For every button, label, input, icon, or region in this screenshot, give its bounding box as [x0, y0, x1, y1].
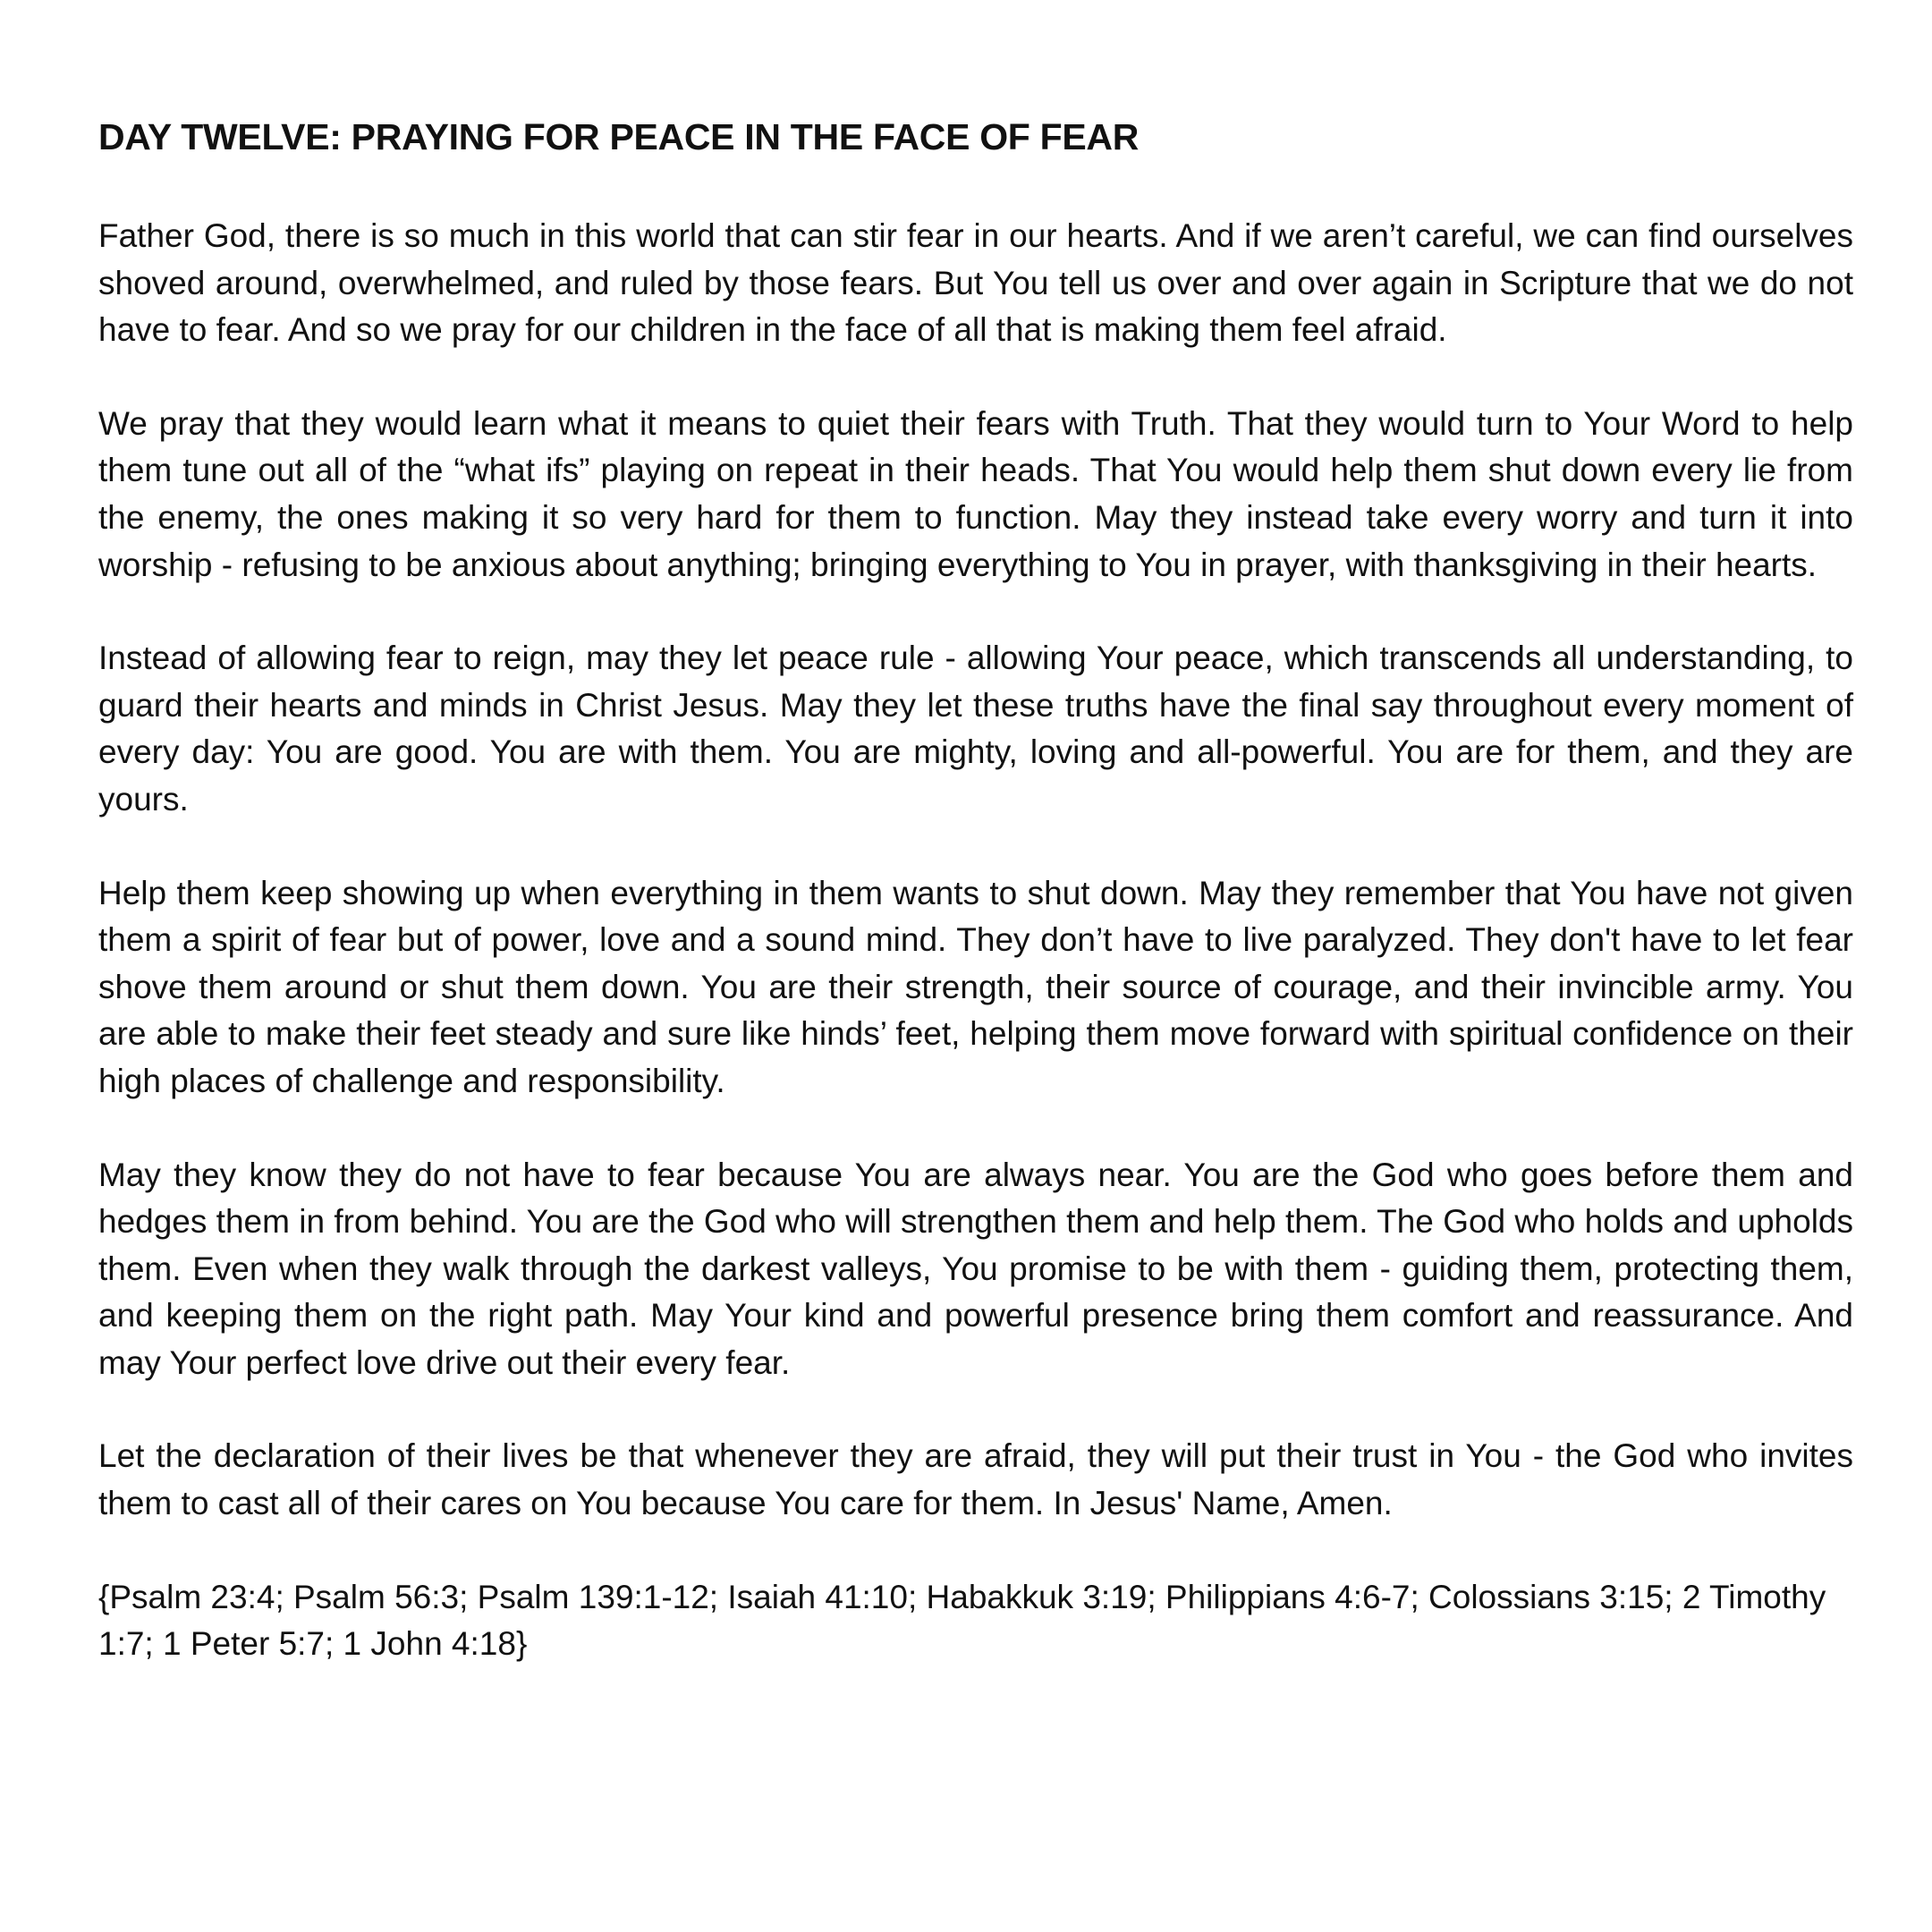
document-page	[98, 114, 1853, 1668]
paragraph-4: Help them keep showing up when everything in them wants to shut down. May they remember that You have not given them a spirit of fear but of power, love and a sound mind. They don’t have to live paralyzed. They don't have to let fear shove them around or shut them down. You are their strength, their source of courage, and their invincible army. You are able to make their feet steady and sure like hinds’ feet, helping them move forward with spiritual confidence on their high places of challenge and responsibility.	[98, 874, 1853, 1099]
page-title: DAY TWELVE: PRAYING FOR PEACE IN THE FACE OF FEAR	[98, 116, 1140, 157]
paragraph-5: May they know they do not have to fear because You are always near. You are the God who goes before them and hedges them in from behind. You are the God who will strengthen them and help them. The God who holds and upholds them. Even when they walk through the darkest valleys, You promise to be with them - guiding them, protecting them, and keeping them on the right path. May Your kind and powerful presence bring them comfort and reassurance. And may Your perfect love drive out their every fear.	[98, 1156, 1853, 1381]
paragraph-1: Father God, there is so much in this world that can stir fear in our hearts. And if we aren’t careful, we can find ourselves shoved around, overwhelmed, and ruled by those fears. But You tell us over and over again in Scripture that we do not have to fear. And so we pray for our children in the face of all that is making them feel afraid.	[98, 217, 1853, 349]
paragraph-3: Instead of allowing fear to reign, may they let peace rule - allowing Your peace, which transcends all understanding, to guard their hearts and minds in Christ Jesus. May they let these truths have the final say throughout every moment of every day: You are good. You are with them. You are mighty, loving and all-powerful. You are for them, and they are yours.	[98, 640, 1853, 818]
paragraph-2: We pray that they would learn what it means to quiet their fears with Truth. That they would turn to Your Word to help them tune out all of the “what ifs” playing on repeat in their heads. That You would help them shut down every lie from the enemy, the ones making it so very hard for them to function. May they instead take every worry and turn it into worship - refusing to be anxious about anything; bringing everything to You in prayer, with thanksgiving in their hearts.	[98, 404, 1853, 583]
scripture-references: {Psalm 23:4; Psalm 56:3; Psalm 139:1-12; Isaiah 41:10; Habakkuk 3:19; Philippians 4:6-7; Colossians 3:15; 2 Timothy 1:7; 1 Peter 5:7; 1 John 4:18}	[98, 1578, 1826, 1663]
paragraph-6: Let the declaration of their lives be that whenever they are afraid, they will put their trust in You - the God who invites them to cast all of their cares on You because You care for them. In Jesus' Name, Amen.	[98, 1437, 1853, 1522]
